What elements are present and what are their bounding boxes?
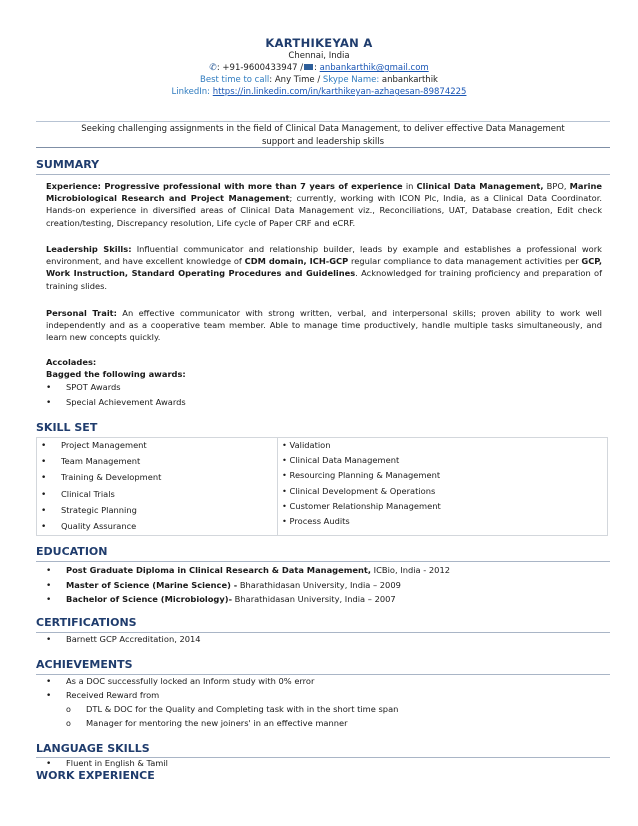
achievement-subitem xyxy=(66,717,348,730)
email-label: : xyxy=(314,63,317,73)
language-label: Fluent in English & Tamil xyxy=(66,758,168,768)
skype-name: anbankarthik xyxy=(381,75,438,85)
skill-item xyxy=(282,514,603,529)
bullet-icon: • xyxy=(46,383,52,393)
skill-item xyxy=(282,484,603,499)
availability-line xyxy=(0,74,638,86)
phone-label: : xyxy=(216,63,220,73)
accolades-label: Accolades: xyxy=(46,357,97,367)
education-item xyxy=(46,579,401,592)
skill-column-left xyxy=(37,438,278,536)
certifications-heading: CERTIFICATIONS xyxy=(36,616,137,629)
personal-trait-text: An effective communicator with strong written, verbal, and interpersonal skills; proven ability to work well independently and as a cooperative team member. Able to manage time productively, handle multiple tasks simultaneously, and learn new concepts quickly. xyxy=(46,308,602,343)
achievements-heading: ACHIEVEMENTS xyxy=(36,658,133,671)
skill-item xyxy=(41,438,273,454)
skill-item xyxy=(41,503,273,519)
bullet-icon: • xyxy=(41,473,47,484)
skill-column-right xyxy=(278,438,608,536)
achievement-label: Received Reward from xyxy=(66,690,160,700)
awards-label: Bagged the following awards: xyxy=(46,369,186,380)
experience-text-rest: ; currently, working with ICON Plc, India, as a Clinical Data Coordinator. Hands-on experience in diversified areas of Clinical Data Management viz., Reconciliations, UAT, Database creation, Edit check creation/testing, Discrepancy resolution, Life cycle of Paper CRF and eCRF. xyxy=(46,193,602,228)
achievement-label: As a DOC successfully locked an Inform study with 0% error xyxy=(66,676,315,686)
skill-label: Team Management xyxy=(61,456,141,467)
bullet-icon: • xyxy=(41,522,47,533)
best-time-label: Best time to call xyxy=(200,75,270,85)
skill-label: Clinical Development & Operations xyxy=(289,485,436,496)
bullet-icon: • xyxy=(46,581,52,591)
certification-label: Barnett GCP Accreditation, 2014 xyxy=(66,634,201,644)
degree-detail: ICBio, India - 2012 xyxy=(371,565,451,575)
skill-item xyxy=(282,453,603,468)
skill-table xyxy=(36,437,608,536)
degree-name: Post Graduate Diploma in Clinical Research & Data Management, xyxy=(66,565,372,575)
bullet-icon: • xyxy=(46,677,52,687)
skill-set-heading: SKILL SET xyxy=(36,421,98,434)
award-item xyxy=(46,396,186,409)
leadership-text-3: . Acknowledged for training proficiency and preparation of training slides. xyxy=(46,268,602,291)
skill-item xyxy=(41,487,273,503)
leadership-label: Leadership Skills: xyxy=(46,244,132,254)
bullet-icon: • xyxy=(41,441,47,451)
experience-bold-3: Marine Microbiological Research and Project Management xyxy=(46,181,602,204)
skill-item xyxy=(41,470,273,486)
degree-detail: Bharathidasan University, India – 2007 xyxy=(232,594,396,604)
objective-line-1: Seeking challenging assignments in the field of Clinical Data Management, to deliver effective Data Management xyxy=(81,124,565,134)
bullet-icon: • xyxy=(41,505,47,516)
skill-item xyxy=(41,519,273,535)
experience-bold-2: Clinical Data Management, xyxy=(416,181,544,191)
leadership-paragraph xyxy=(46,243,602,292)
certification-item xyxy=(46,633,201,646)
skill-item xyxy=(282,499,603,514)
achievement-item xyxy=(46,689,159,702)
award-label: Special Achievement Awards xyxy=(66,397,186,407)
degree-name: Bachelor of Science (Microbiology)- xyxy=(66,594,233,604)
resume-header xyxy=(0,36,638,98)
skill-label: Project Management xyxy=(61,440,147,450)
degree-name: Master of Science (Marine Science) - xyxy=(66,580,238,590)
bullet-icon: • xyxy=(46,566,52,576)
accolades-block xyxy=(46,356,602,380)
achievement-sublabel: Manager for mentoring the new joiners' in an effective manner xyxy=(86,718,348,728)
summary-rule xyxy=(36,174,610,175)
bullet-icon: • xyxy=(282,440,287,450)
candidate-name: KARTHIKEYAN A xyxy=(265,36,373,50)
bullet-icon: • xyxy=(46,398,52,408)
experience-text-2: BPO, xyxy=(543,181,570,191)
bullet-icon: • xyxy=(282,516,287,527)
bullet-icon: • xyxy=(41,457,47,468)
language-heading: LANGUAGE SKILLS xyxy=(36,742,150,755)
work-experience-heading: WORK EXPERIENCE xyxy=(36,769,155,782)
award-label: SPOT Awards xyxy=(66,382,121,392)
availability-separator: / xyxy=(317,75,321,85)
education-rule xyxy=(36,561,610,562)
experience-lead: Experience: Progressive professional with more than 7 years of experience xyxy=(46,181,403,191)
skill-label: Resourcing Planning & Management xyxy=(289,470,441,481)
skill-label: Process Audits xyxy=(289,516,350,527)
sub-bullet-icon: o xyxy=(66,705,71,714)
bullet-icon: • xyxy=(282,485,287,496)
leadership-bold-2: GCP, Work Instruction, Standard Operating Procedures and Guidelines xyxy=(46,256,602,279)
experience-paragraph xyxy=(46,180,602,229)
education-item xyxy=(46,564,450,577)
leadership-text-2: regular compliance to data management activities per xyxy=(348,256,582,267)
contact-separator: / xyxy=(300,63,304,73)
achievement-sublabel: DTL & DOC for the Quality and Completing task with in the short time span xyxy=(86,704,399,714)
skill-item xyxy=(41,454,273,470)
skype-label: Skype Name: xyxy=(322,75,380,85)
education-item xyxy=(46,593,396,606)
phone-number: +91-9600433947 xyxy=(222,63,298,73)
achievement-subitem xyxy=(66,703,398,716)
personal-trait-paragraph xyxy=(46,307,602,344)
mail-icon xyxy=(304,64,313,70)
skill-label: Clinical Trials xyxy=(61,488,115,499)
skill-item xyxy=(282,468,603,483)
leadership-text-1: Influential communicator and relationship builder, leads by example and establishes a professional work environment, and have excellent knowledge of xyxy=(46,244,602,267)
bullet-icon: • xyxy=(46,635,52,645)
linkedin-link[interactable]: https://in.linkedin.com/in/karthikeyan-azhagesan-89874225 xyxy=(212,87,467,97)
skill-label: Clinical Data Management xyxy=(289,455,400,466)
linkedin-line xyxy=(0,86,638,98)
best-time-value: : Any Time xyxy=(269,75,315,85)
experience-text-1: in xyxy=(402,181,417,191)
skill-label: Training & Development xyxy=(61,472,162,483)
leadership-bold-1: CDM domain, ICH-GCP xyxy=(244,256,349,267)
bullet-icon: • xyxy=(46,691,52,701)
skill-item xyxy=(282,438,603,453)
award-item xyxy=(46,381,121,394)
personal-trait-label: Personal Trait: xyxy=(46,308,117,318)
bullet-icon: • xyxy=(41,489,47,500)
contact-line xyxy=(0,62,638,74)
bullet-icon: • xyxy=(282,470,287,481)
bullet-icon: • xyxy=(46,759,52,769)
linkedin-label: LinkedIn: xyxy=(171,87,211,97)
sub-bullet-icon: o xyxy=(66,719,71,728)
objective-statement xyxy=(36,121,610,148)
education-heading: EDUCATION xyxy=(36,545,108,558)
location: Chennai, India xyxy=(288,51,350,61)
skill-label: Customer Relationship Management xyxy=(289,500,441,511)
skill-label: Quality Assurance xyxy=(61,521,137,532)
phone-icon: ✆ xyxy=(209,63,217,73)
objective-line-2: support and leadership skills xyxy=(261,137,385,147)
bullet-icon: • xyxy=(282,500,287,511)
summary-heading: SUMMARY xyxy=(36,158,100,171)
bullet-icon: • xyxy=(46,595,52,605)
bullet-icon: • xyxy=(282,455,287,466)
skill-label: Validation xyxy=(289,440,331,450)
email-link[interactable]: anbankarthik@gmail.com xyxy=(319,63,429,73)
achievement-item xyxy=(46,675,314,688)
degree-detail: Bharathidasan University, India – 2009 xyxy=(237,580,401,590)
skill-label: Strategic Planning xyxy=(61,504,137,515)
